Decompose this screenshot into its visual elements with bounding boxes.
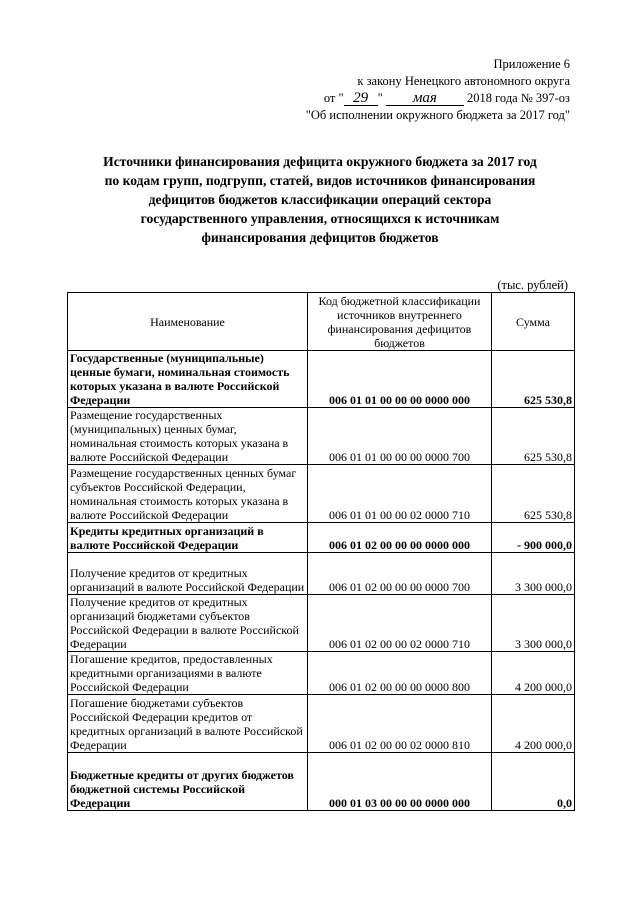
row-name: Бюджетные кредиты от других бюджетов бюджетной системы Российской Федерации xyxy=(68,753,308,811)
units-label: (тыс. рублей) xyxy=(497,278,568,292)
title-line: по кодам групп, подгрупп, статей, видов источников финансирования xyxy=(104,173,536,188)
law-title: "Об исполнении окружного бюджета за 2017 год" xyxy=(305,108,570,122)
row-name: Погашение кредитов, предоставленных кредитными организациями в валюте Российской Федерации xyxy=(68,652,308,695)
date-quote: " xyxy=(377,91,383,105)
row-name: Кредиты кредитных организаций в валюте Российской Федерации xyxy=(68,523,308,553)
header-code: Код бюджетной классификации источников внутреннего финансирования дефицитов бюджетов xyxy=(308,293,492,351)
table-row xyxy=(68,523,575,553)
row-sum: 625 530,8 xyxy=(492,408,575,465)
row-code: 006 01 02 00 00 00 0000 700 xyxy=(308,553,492,595)
table-row xyxy=(68,465,575,523)
law-reference: к закону Ненецкого автономного округа xyxy=(357,74,570,88)
header-sum: Сумма xyxy=(492,293,575,351)
title-line: дефицитов бюджетов классификации операций сектора xyxy=(148,192,492,207)
financing-sources-table xyxy=(67,292,575,811)
date-suffix: 2018 года № 397-оз xyxy=(466,91,570,105)
row-code: 000 01 03 00 00 00 0000 000 xyxy=(308,753,492,811)
row-sum: 625 530,8 xyxy=(492,465,575,523)
row-name: Государственные (муниципальные) ценные бумаги, номинальная стоимость которых указана в валюте Российской Федерации xyxy=(68,351,308,408)
row-code: 006 01 01 00 00 00 0000 700 xyxy=(308,408,492,465)
table-row xyxy=(68,695,575,753)
row-sum: - 900 000,0 xyxy=(492,523,575,553)
title-line: финансирования дефицитов бюджетов xyxy=(201,230,439,245)
title-line: государственного управления, относящихся к источникам xyxy=(140,211,500,226)
row-sum: 3 300 000,0 xyxy=(492,595,575,652)
row-name: Размещение государственных (муниципальных) ценных бумаг, номинальная стоимость которых указана в валюте Российской Федерации xyxy=(68,408,308,465)
document-title xyxy=(70,152,570,247)
row-name: Погашение бюджетами субъектов Российской Федерации кредитов от кредитных организаций в валюте Российской Федерации xyxy=(68,695,308,753)
row-name: Размещение государственных ценных бумаг субъектов Российской Федерации, номинальная стоимость которых указана в валюте Российской Федерации xyxy=(68,465,308,523)
law-date-line xyxy=(306,90,570,107)
handwritten-day: 29 xyxy=(344,91,378,106)
table-row xyxy=(68,408,575,465)
handwritten-month: мая xyxy=(386,91,464,106)
row-sum: 625 530,8 xyxy=(492,351,575,408)
header-name: Наименование xyxy=(68,293,308,351)
appendix-header xyxy=(306,56,570,124)
row-code: 006 01 02 00 00 02 0000 710 xyxy=(308,595,492,652)
row-sum: 0,0 xyxy=(492,753,575,811)
table-header-row xyxy=(68,293,575,351)
table-row xyxy=(68,553,575,595)
row-code: 006 01 02 00 00 02 0000 810 xyxy=(308,695,492,753)
row-name: Получение кредитов от кредитных организаций в валюте Российской Федерации xyxy=(68,553,308,595)
row-name: Получение кредитов от кредитных организаций бюджетами субъектов Российской Федерации в валюте Российской Федерации xyxy=(68,595,308,652)
row-sum: 4 200 000,0 xyxy=(492,652,575,695)
date-prefix: от " xyxy=(323,91,344,105)
table-row xyxy=(68,753,575,811)
title-line: Источники финансирования дефицита окружного бюджета за 2017 год xyxy=(103,154,537,169)
table-row xyxy=(68,351,575,408)
row-sum: 3 300 000,0 xyxy=(492,553,575,595)
table-row xyxy=(68,652,575,695)
row-code: 006 01 02 00 00 00 0000 800 xyxy=(308,652,492,695)
row-code: 006 01 01 00 00 00 0000 000 xyxy=(308,351,492,408)
appendix-number: Приложение 6 xyxy=(493,57,570,71)
row-code: 006 01 02 00 00 00 0000 000 xyxy=(308,523,492,553)
table-row xyxy=(68,595,575,652)
row-sum: 4 200 000,0 xyxy=(492,695,575,753)
row-code: 006 01 01 00 00 02 0000 710 xyxy=(308,465,492,523)
